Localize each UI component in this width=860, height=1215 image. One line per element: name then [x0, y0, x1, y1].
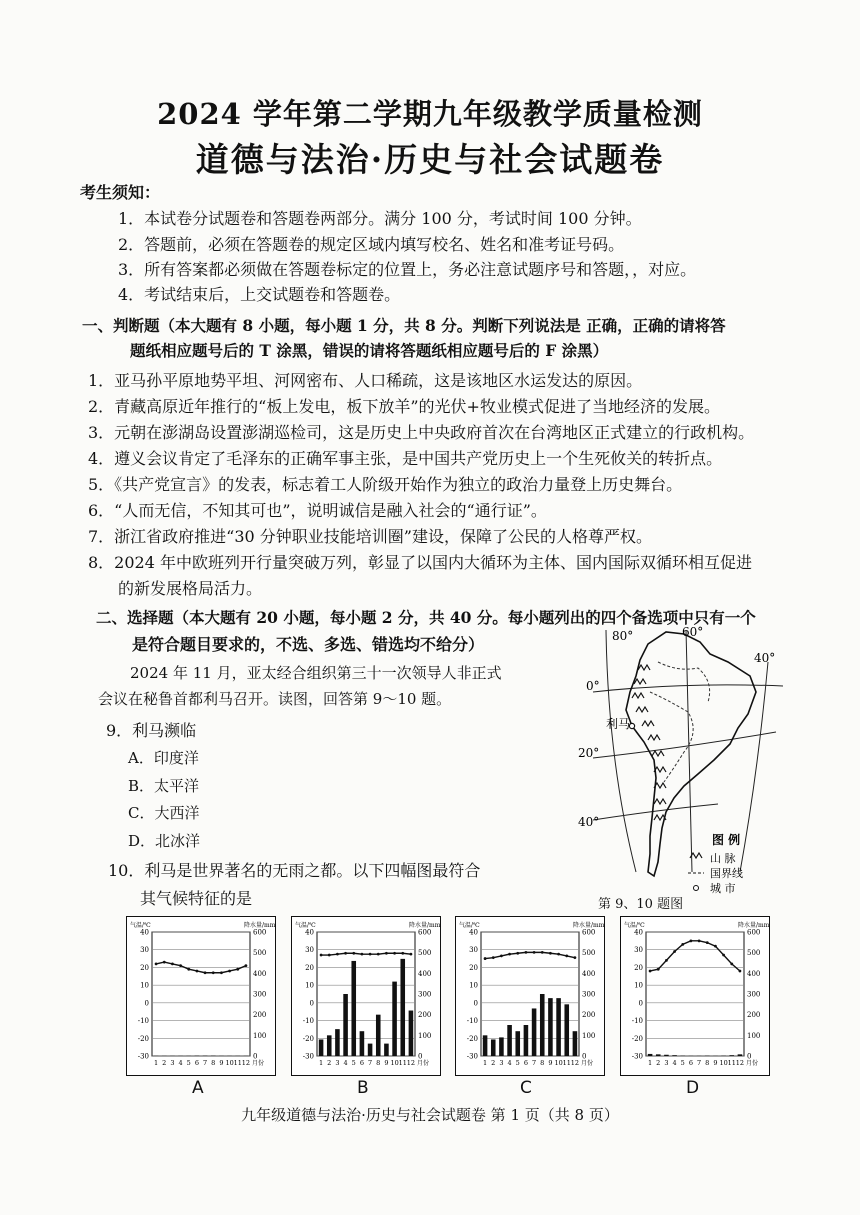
notice-item: 3．所有答案都必须做在答题卷标定的位置上，务必注意试题序号和答题，，对应。 — [118, 260, 697, 279]
precip-bar — [360, 1031, 365, 1056]
month-tick-label: 9 — [219, 1059, 224, 1067]
border-line — [658, 662, 710, 702]
temp-point — [361, 953, 364, 956]
page-subtitle: 道德与法治·历史与社会试题卷 — [195, 140, 665, 179]
month-tick-label: 3 — [170, 1059, 175, 1067]
temp-tick-label: 20 — [469, 963, 478, 972]
temp-point — [228, 970, 231, 973]
month-unit-label: 月份 — [581, 1060, 594, 1067]
precip-tick-label: 0 — [582, 1052, 587, 1061]
map-caption: 第 9、10 题图 — [598, 897, 684, 912]
temp-point — [681, 943, 684, 946]
temp-tick-label: -30 — [137, 1052, 149, 1061]
temp-point — [574, 956, 577, 959]
month-tick-label: 12 — [241, 1059, 251, 1067]
city-label: 利马 — [606, 717, 631, 731]
precip-tick-label: 0 — [418, 1052, 423, 1061]
precip-tick-label: 400 — [418, 969, 432, 978]
precip-tick-label: 200 — [582, 1011, 596, 1020]
temp-point — [500, 955, 503, 958]
precip-tick-label: 500 — [418, 949, 432, 958]
temp-axis-label: 气温/℃ — [295, 922, 316, 929]
judge-question: 6．“人而无信，不知其可也”，说明诚信是融入社会的“通行证”。 — [88, 501, 547, 520]
precip-tick-label: 100 — [582, 1031, 596, 1040]
month-tick-label: 1 — [648, 1059, 653, 1067]
temp-point — [690, 939, 693, 942]
precip-tick-label: 100 — [253, 1031, 267, 1040]
month-tick-label: 10 — [390, 1059, 399, 1067]
chart-label-d: D — [686, 1078, 700, 1098]
temp-point — [649, 970, 652, 973]
temp-tick-label: -10 — [137, 1017, 149, 1026]
temp-point — [698, 939, 701, 942]
temp-point — [673, 950, 676, 953]
question-9: 9．利马濒临 — [106, 721, 197, 740]
month-unit-label: 月份 — [746, 1060, 759, 1067]
notice-title: 考生须知： — [80, 183, 161, 202]
temp-point — [385, 952, 388, 955]
question-10-cont: 其气候特征的是 — [140, 889, 253, 908]
temp-tick-label: -20 — [466, 1034, 478, 1043]
temp-axis-label: 气温/℃ — [624, 922, 645, 929]
month-tick-label: 6 — [359, 1059, 364, 1067]
temp-tick-label: 0 — [473, 999, 478, 1008]
precip-axis-label: 降水量/mm — [738, 922, 770, 929]
month-tick-label: 9 — [548, 1059, 553, 1067]
temp-tick-label: 10 — [305, 981, 314, 990]
month-tick-label: 3 — [499, 1059, 504, 1067]
legend-item: 国界线 — [710, 867, 743, 880]
temp-tick-label: 0 — [309, 999, 314, 1008]
precip-tick-label: 500 — [747, 949, 761, 958]
temp-point — [565, 955, 568, 958]
legend-item: 城 市 — [710, 882, 736, 895]
month-tick-label: 6 — [194, 1059, 199, 1067]
month-tick-label: 11 — [398, 1059, 407, 1067]
precip-bar — [384, 1044, 389, 1056]
temp-tick-label: -20 — [137, 1034, 149, 1043]
temp-point — [344, 952, 347, 955]
month-tick-label: 3 — [335, 1059, 340, 1067]
lat-label: 40° — [578, 815, 600, 829]
precip-axis-label: 降水量/mm — [573, 922, 605, 929]
lon-label: 40° — [754, 651, 776, 665]
precip-tick-label: 300 — [747, 990, 761, 999]
question-intro-cont: 会议在秘鲁首都利马召开。读图，回答第 9～10 题。 — [98, 690, 452, 708]
precip-bar — [564, 1004, 569, 1056]
notice-item: 1．本试卷分试题卷和答题卷两部分。满分 100 分，考试时间 100 分钟。 — [118, 209, 642, 228]
precip-tick-label: 600 — [253, 928, 267, 937]
precip-tick-label: 400 — [747, 969, 761, 978]
climate-chart-d — [620, 916, 770, 1076]
temp-point — [657, 968, 660, 971]
judge-question: 3．元朝在澎湖岛设置澎湖巡检司，这是历史上中央政府首次在台湾地区正式建立的行政机构。 — [88, 423, 755, 442]
lon-label: 60° — [682, 625, 704, 639]
temp-point — [212, 971, 215, 974]
judge-question: 1．亚马孙平原地势平坦、河网密布、人口稀疏，这是该地区水运发达的原因。 — [88, 371, 643, 390]
temp-point — [187, 968, 190, 971]
temp-tick-label: 0 — [638, 999, 643, 1008]
temp-point — [525, 951, 528, 954]
temp-point — [171, 962, 174, 965]
month-unit-label: 月份 — [417, 1060, 430, 1067]
temp-point — [204, 971, 207, 974]
temp-tick-label: 30 — [140, 946, 149, 955]
temp-tick-label: 40 — [305, 928, 314, 937]
month-tick-label: 4 — [507, 1059, 512, 1067]
precip-bar — [532, 1008, 537, 1056]
precip-bar — [664, 1055, 669, 1056]
precip-bar — [648, 1054, 653, 1056]
month-tick-label: 12 — [406, 1059, 416, 1067]
temp-point — [328, 954, 331, 957]
climate-chart-a — [126, 916, 276, 1076]
lima-city-marker — [629, 723, 634, 728]
temp-tick-label: 40 — [140, 928, 149, 937]
precip-bar — [368, 1044, 373, 1056]
month-tick-label: 5 — [351, 1059, 356, 1067]
precip-axis-label: 降水量/mm — [409, 922, 441, 929]
month-tick-label: 4 — [672, 1059, 677, 1067]
temp-tick-label: -30 — [302, 1052, 314, 1061]
chart-label-c: C — [520, 1078, 532, 1098]
month-tick-label: 6 — [523, 1059, 528, 1067]
section2-heading: 二、选择题（本大题有 20 小题，每小题 2 分，共 40 分。每小题列出的四个备选项中只有一个 — [96, 608, 756, 627]
temp-tick-label: -10 — [631, 1017, 643, 1026]
temp-tick-label: 10 — [634, 981, 643, 990]
temp-tick-label: -30 — [631, 1052, 643, 1061]
climate-chart-b — [291, 916, 441, 1076]
temp-point — [336, 953, 339, 956]
temp-point — [155, 962, 158, 965]
precip-tick-label: 0 — [253, 1052, 258, 1061]
temp-point — [533, 951, 536, 954]
page-footer: 九年级道德与法治·历史与社会试题卷 第 1 页（共 8 页） — [241, 1106, 619, 1124]
meridian-80 — [606, 630, 636, 872]
legend-item: 山 脉 — [710, 852, 736, 865]
temp-point — [393, 952, 396, 955]
judge-question: 2．青藏高原近年推行的“板上发电，板下放羊”的光伏+牧业模式促进了当地经济的发展。 — [88, 397, 720, 416]
precip-bar — [556, 998, 561, 1056]
legend-city-icon — [694, 886, 699, 891]
month-tick-label: 1 — [483, 1059, 488, 1067]
temp-tick-label: -20 — [302, 1034, 314, 1043]
temp-point — [492, 956, 495, 959]
precip-bar — [409, 1011, 414, 1056]
month-tick-label: 2 — [656, 1059, 661, 1067]
precip-bar — [515, 1031, 520, 1056]
month-tick-label: 12 — [570, 1059, 580, 1067]
judge-question: 8．2024 年中欧班列开行量突破万列，彰显了以国内大循环为主体、国内国际双循环相互促进 — [88, 553, 752, 572]
temp-point — [722, 954, 725, 957]
notice-item: 2．答题前，必须在答题卷的规定区域内填写校名、姓名和准考证号码。 — [118, 235, 625, 254]
legend-title: 图 例 — [712, 833, 741, 847]
precip-tick-label: 500 — [253, 949, 267, 958]
temp-tick-label: 20 — [634, 963, 643, 972]
precip-axis-label: 降水量/mm — [244, 922, 276, 929]
temp-tick-label: 20 — [305, 963, 314, 972]
month-tick-label: 9 — [384, 1059, 389, 1067]
meridian-60 — [686, 630, 692, 872]
temp-point — [484, 957, 487, 960]
precip-tick-label: 100 — [418, 1031, 432, 1040]
option-d: D．北冰洋 — [128, 832, 201, 850]
temp-tick-label: 10 — [469, 981, 478, 990]
temp-tick-label: -20 — [631, 1034, 643, 1043]
month-tick-label: 7 — [368, 1059, 373, 1067]
temp-point — [706, 941, 709, 944]
temp-point — [714, 945, 717, 948]
month-tick-label: 2 — [162, 1059, 167, 1067]
temp-point — [541, 951, 544, 954]
judge-question-cont: 的新发展格局活力。 — [118, 579, 263, 598]
temp-point — [245, 964, 248, 967]
precip-bar — [524, 1025, 529, 1056]
temp-point — [377, 953, 380, 956]
precip-bar — [335, 1029, 340, 1056]
month-tick-label: 7 — [532, 1059, 537, 1067]
month-tick-label: 5 — [186, 1059, 191, 1067]
section1-heading: 一、判断题（本大题有 8 小题，每小题 1 分，共 8 分。判断下列说法是 正确，正确的请将答 — [82, 316, 726, 335]
temp-tick-label: 10 — [140, 981, 149, 990]
temp-point — [557, 953, 560, 956]
option-c: C．大西洋 — [128, 804, 200, 822]
month-tick-label: 10 — [719, 1059, 728, 1067]
month-tick-label: 6 — [688, 1059, 693, 1067]
option-b: B．太平洋 — [128, 777, 200, 795]
temp-tick-label: 30 — [634, 946, 643, 955]
temp-point — [220, 971, 223, 974]
month-tick-label: 8 — [705, 1059, 710, 1067]
temp-tick-label: 30 — [469, 946, 478, 955]
month-tick-label: 11 — [727, 1059, 736, 1067]
precip-tick-label: 400 — [582, 969, 596, 978]
precip-bar — [392, 982, 397, 1056]
precip-bar — [548, 998, 553, 1056]
temp-point — [665, 959, 668, 962]
precip-bar — [400, 959, 405, 1056]
precip-tick-label: 100 — [747, 1031, 761, 1040]
section1-heading-cont: 题纸相应题号后的 T 涂黑，错误的请将答题纸相应题号后的 F 涂黑） — [130, 341, 609, 360]
temp-tick-label: 20 — [140, 963, 149, 972]
lat-label: 20° — [578, 746, 600, 760]
meridian-40 — [740, 662, 768, 872]
month-tick-label: 11 — [233, 1059, 242, 1067]
precip-tick-label: 300 — [418, 990, 432, 999]
month-tick-label: 5 — [680, 1059, 685, 1067]
month-tick-label: 8 — [376, 1059, 381, 1067]
precip-tick-label: 600 — [747, 928, 761, 937]
precip-tick-label: 200 — [747, 1011, 761, 1020]
temp-point — [163, 961, 166, 964]
precip-tick-label: 0 — [747, 1052, 752, 1061]
month-tick-label: 1 — [319, 1059, 324, 1067]
month-tick-label: 3 — [664, 1059, 669, 1067]
precip-bar — [483, 1035, 488, 1056]
month-tick-label: 8 — [540, 1059, 545, 1067]
precip-tick-label: 200 — [418, 1011, 432, 1020]
precip-bar — [540, 994, 545, 1056]
month-tick-label: 1 — [154, 1059, 159, 1067]
precip-bar — [319, 1039, 324, 1056]
month-tick-label: 10 — [554, 1059, 563, 1067]
precip-bar — [573, 1031, 578, 1056]
precip-tick-label: 200 — [253, 1011, 267, 1020]
month-tick-label: 2 — [327, 1059, 332, 1067]
precip-bar — [729, 1055, 734, 1056]
precip-tick-label: 400 — [253, 969, 267, 978]
precip-bar — [376, 1015, 381, 1056]
precip-bar — [672, 1055, 677, 1056]
south-america-map — [578, 622, 788, 900]
temp-point — [739, 970, 742, 973]
temp-point — [236, 968, 239, 971]
temp-point — [508, 953, 511, 956]
precip-bar — [507, 1025, 512, 1056]
month-tick-label: 5 — [515, 1059, 520, 1067]
parallel-20 — [593, 732, 776, 758]
lon-label: 80° — [612, 629, 634, 643]
precip-bar — [738, 1054, 743, 1056]
temp-tick-label: 40 — [469, 928, 478, 937]
lat-label: 0° — [586, 679, 600, 693]
page-title: 2024 学年第二学期九年级教学质量检测 — [157, 97, 703, 131]
precip-bar — [327, 1035, 332, 1056]
temp-point — [196, 970, 199, 973]
month-tick-label: 8 — [211, 1059, 216, 1067]
question-intro: 2024 年 11 月，亚太经合组织第三十一次领导人非正式 — [130, 664, 502, 682]
judge-question: 4．遵义会议肯定了毛泽东的正确军事主张，是中国共产党历史上一个生死攸关的转折点。 — [88, 449, 723, 468]
month-tick-label: 9 — [713, 1059, 718, 1067]
month-unit-label: 月份 — [252, 1060, 265, 1067]
temp-point — [516, 952, 519, 955]
temp-tick-label: -10 — [302, 1017, 314, 1026]
month-tick-label: 2 — [491, 1059, 496, 1067]
temp-tick-label: 40 — [634, 928, 643, 937]
temp-tick-label: 0 — [144, 999, 149, 1008]
precip-tick-label: 600 — [418, 928, 432, 937]
temp-point — [369, 953, 372, 956]
temp-tick-label: -10 — [466, 1017, 478, 1026]
precip-bar — [656, 1054, 661, 1056]
month-tick-label: 4 — [343, 1059, 348, 1067]
precip-bar — [343, 994, 348, 1056]
temp-point — [320, 954, 323, 957]
temp-point — [410, 953, 413, 956]
option-a: A．印度洋 — [128, 749, 199, 767]
notice-item: 4．考试结束后，上交试题卷和答题卷。 — [118, 285, 401, 304]
judge-question: 5．《共产党宣言》的发表，标志着工人阶级开始作为独立的政治力量登上历史舞台。 — [88, 475, 683, 494]
chart-label-a: A — [192, 1078, 204, 1098]
judge-question: 7．浙江省政府推进“30 分钟职业技能培训圈”建设，保障了公民的人格尊严权。 — [88, 527, 652, 546]
temp-point — [401, 952, 404, 955]
precip-bar — [499, 1037, 504, 1056]
temp-point — [179, 964, 182, 967]
chart-label-b: B — [357, 1078, 369, 1098]
month-tick-label: 12 — [735, 1059, 745, 1067]
temp-axis-label: 气温/℃ — [459, 922, 480, 929]
precip-tick-label: 300 — [253, 990, 267, 999]
month-tick-label: 7 — [697, 1059, 702, 1067]
precip-tick-label: 300 — [582, 990, 596, 999]
temp-axis-label: 气温/℃ — [130, 922, 151, 929]
precip-bar — [351, 961, 356, 1056]
precip-tick-label: 500 — [582, 949, 596, 958]
month-tick-label: 4 — [178, 1059, 183, 1067]
section2-heading-cont: 是符合题目要求的，不选、多选、错选均不给分） — [132, 635, 485, 654]
precip-bar — [491, 1039, 496, 1056]
month-tick-label: 10 — [225, 1059, 234, 1067]
temp-tick-label: -30 — [466, 1052, 478, 1061]
month-tick-label: 11 — [562, 1059, 571, 1067]
question-10: 10．利马是世界著名的无雨之都。以下四幅图最符合 — [108, 861, 481, 880]
temp-point — [352, 952, 355, 955]
temp-point — [549, 952, 552, 955]
month-tick-label: 7 — [203, 1059, 208, 1067]
precip-tick-label: 600 — [582, 928, 596, 937]
temp-tick-label: 30 — [305, 946, 314, 955]
climate-chart-c — [455, 916, 605, 1076]
temp-point — [730, 962, 733, 965]
